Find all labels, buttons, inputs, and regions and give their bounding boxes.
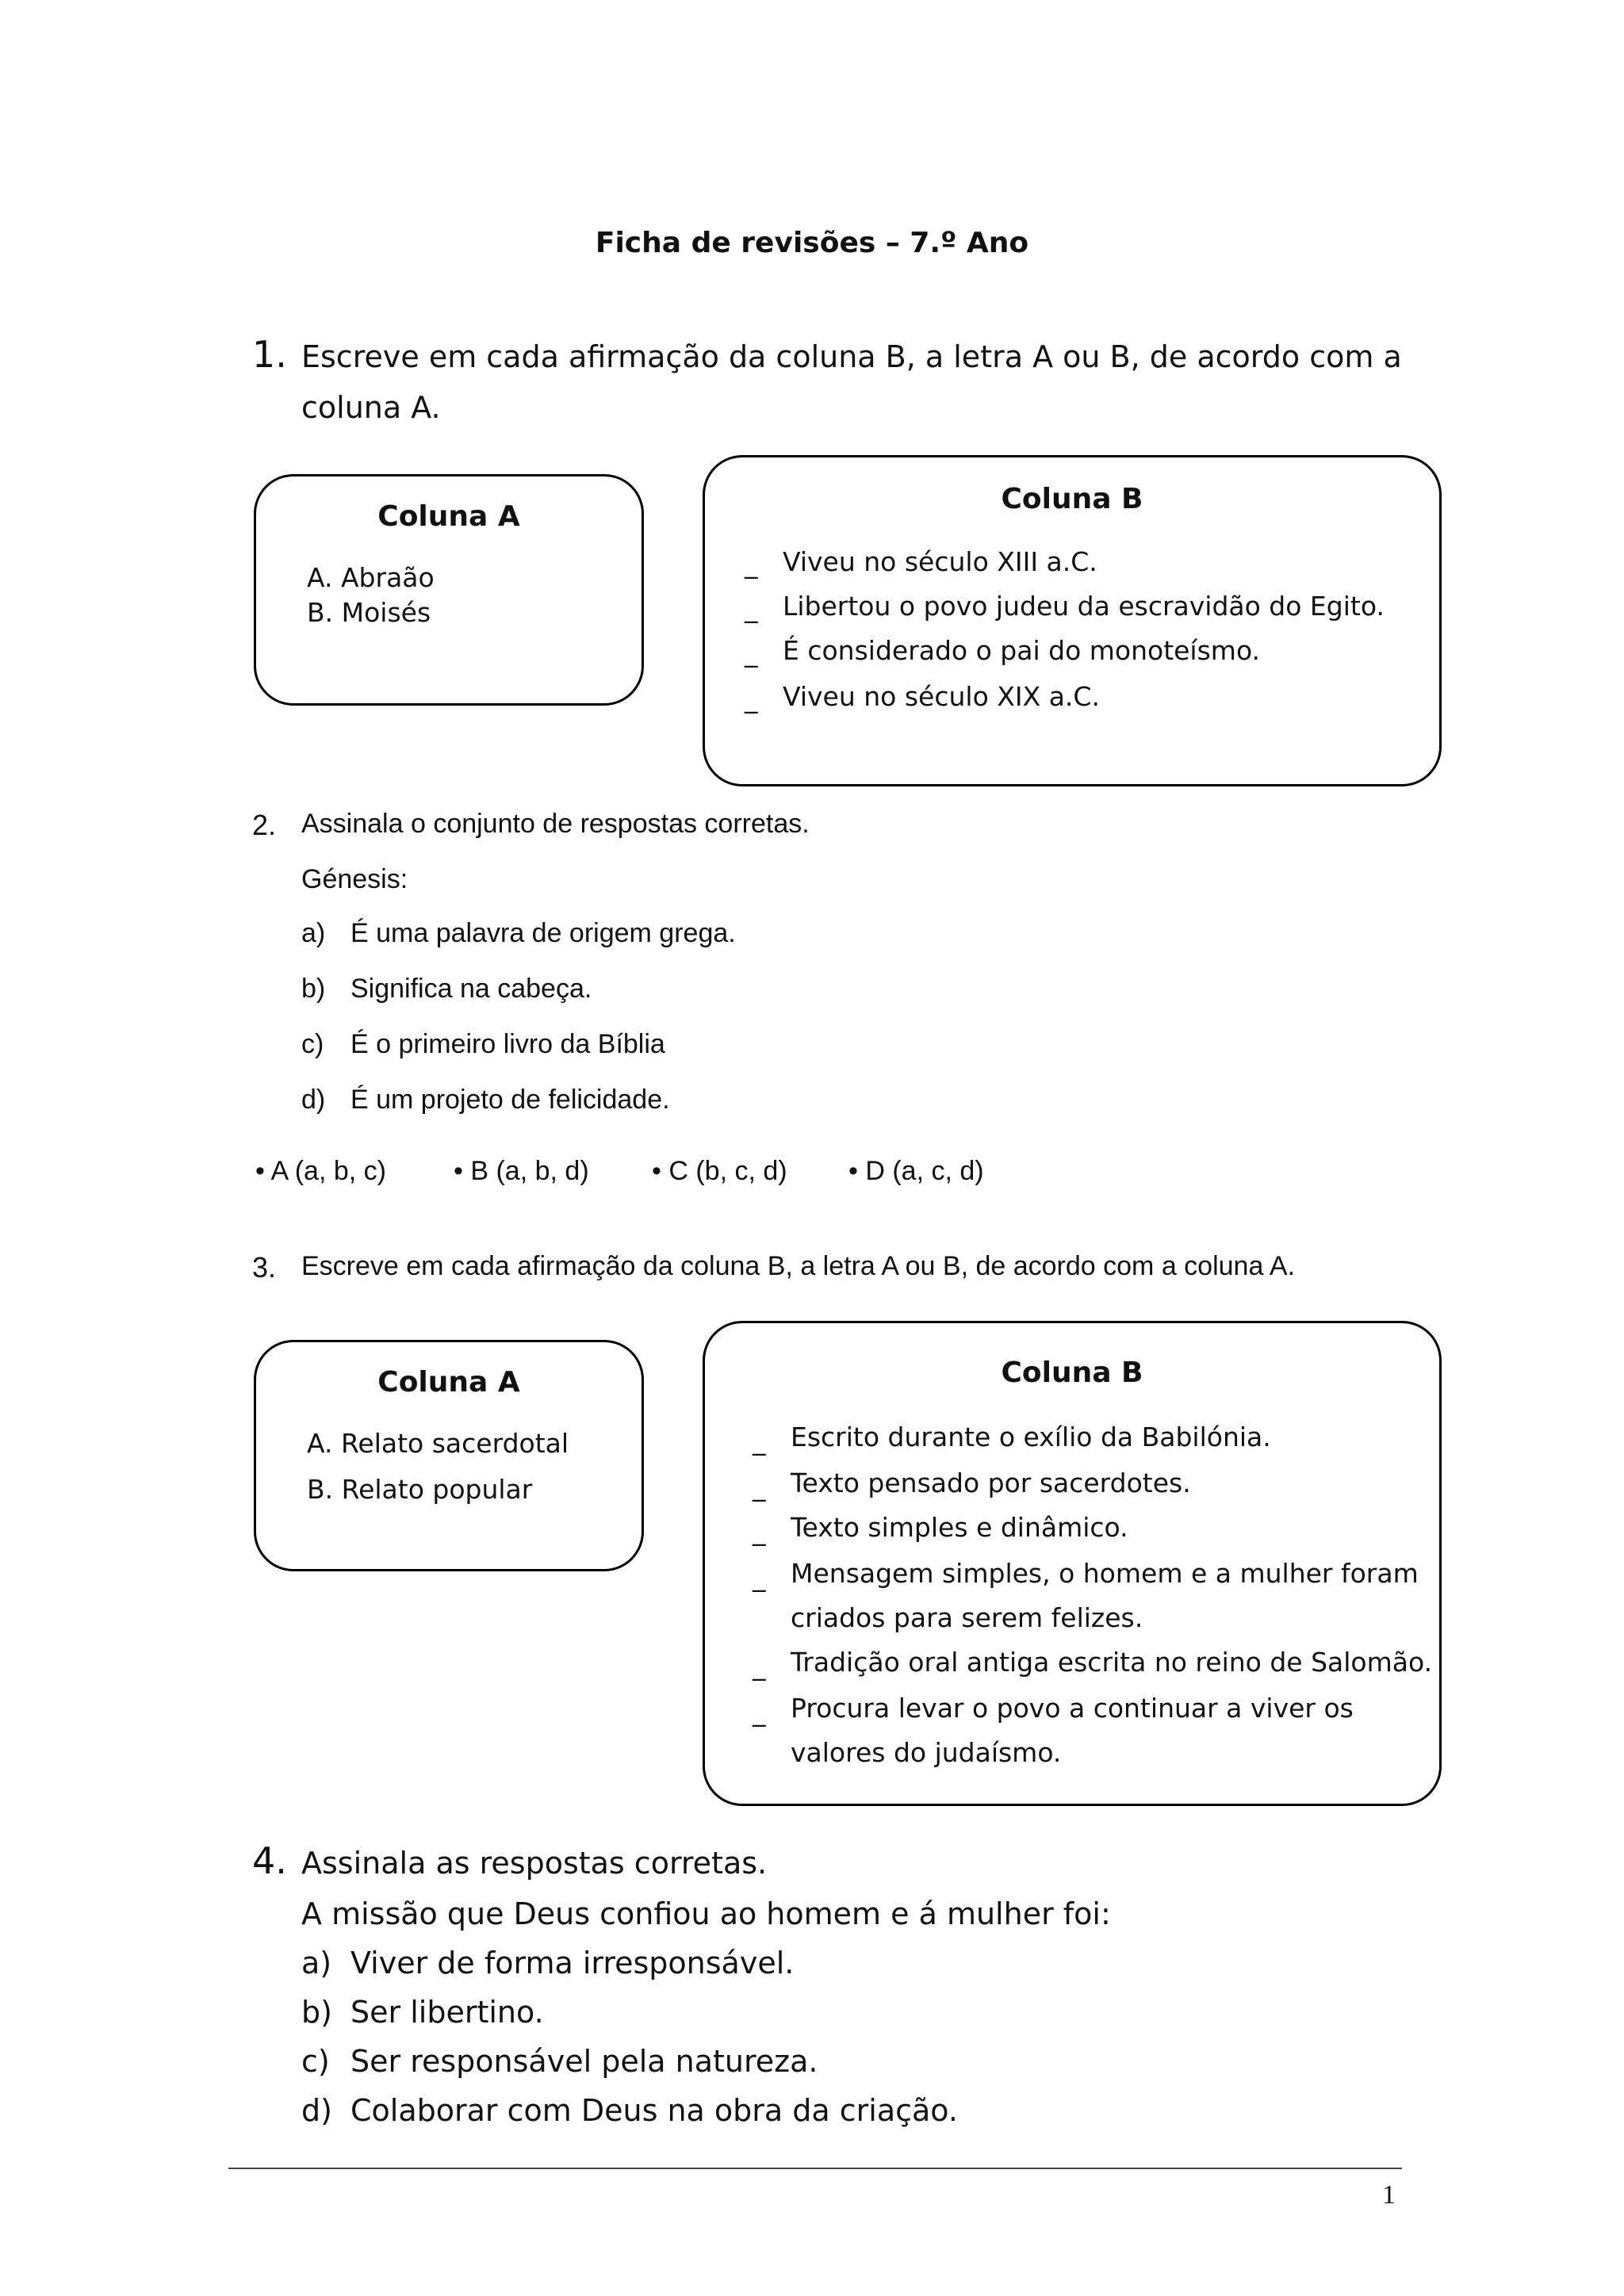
option-letter: c) <box>301 2044 330 2079</box>
q3-column-b-item: valores do judaísmo. <box>791 1737 1062 1768</box>
option-text: Ser responsável pela natureza. <box>350 2044 818 2079</box>
q1-column-b-item: Libertou o povo judeu da escravidão do Egito. <box>783 591 1385 622</box>
option-letter: d) <box>301 2093 332 2128</box>
question-3-number: 3. <box>252 1251 277 1284</box>
q3-column-b-item: criados para serem felizes. <box>791 1602 1143 1633</box>
bullet-icon: • <box>454 1156 471 1186</box>
q3-column-b-item: Texto simples e dinâmico. <box>791 1512 1128 1543</box>
choice-c[interactable] <box>652 1156 787 1187</box>
statement-text: É o primeiro livro da Bíblia <box>350 1029 665 1059</box>
q3-column-a-item: A. Relato sacerdotal <box>307 1428 569 1459</box>
answer-blank[interactable]: _ <box>753 1425 766 1456</box>
question-4-subject: A missão que Deus confiou ao homem e á mulher foi: <box>301 1896 1111 1931</box>
answer-blank[interactable]: _ <box>753 1561 766 1592</box>
q3-column-b-item: Mensagem simples, o homem e a mulher foram <box>791 1558 1419 1589</box>
choice-label: D (a, c, d) <box>865 1156 984 1186</box>
q1-column-a-item: B. Moisés <box>307 597 431 628</box>
answer-blank[interactable]: _ <box>745 637 758 668</box>
q1-column-b-box <box>703 455 1442 786</box>
bullet-icon: • <box>255 1156 271 1186</box>
q3-column-a-title: Coluna A <box>377 1366 520 1399</box>
choice-label: B (a, b, d) <box>470 1156 589 1186</box>
question-2-number: 2. <box>252 809 277 841</box>
question-2-subject: Génesis: <box>301 864 408 894</box>
statement-text: É uma palavra de origem grega. <box>350 918 736 948</box>
q3-column-b-box <box>703 1321 1442 1806</box>
question-4-number: 4. <box>252 1839 287 1882</box>
bullet-icon: • <box>652 1156 669 1186</box>
answer-blank[interactable]: _ <box>745 548 758 579</box>
q1-column-b-item: Viveu no século XIX a.C. <box>783 681 1100 712</box>
q3-column-b-item: Escrito durante o exílio da Babilónia. <box>791 1422 1271 1452</box>
option-letter: a) <box>301 1946 332 1980</box>
statement-text: Significa na cabeça. <box>350 974 592 1004</box>
statement-letter: b) <box>301 974 326 1004</box>
q1-column-a-item: A. Abraão <box>307 562 435 593</box>
answer-blank[interactable]: _ <box>753 1696 766 1727</box>
option-letter: b) <box>301 1995 332 2030</box>
option-text: Ser libertino. <box>350 1995 544 2030</box>
answer-blank[interactable]: _ <box>745 592 758 623</box>
statement-text: É um projeto de felicidade. <box>350 1085 670 1115</box>
question-3-text: Escreve em cada afirmação da coluna B, a letra A ou B, de acordo com a coluna A. <box>301 1251 1296 1281</box>
choice-label: A (a, b, c) <box>270 1156 386 1186</box>
q3-column-b-item: Texto pensado por sacerdotes. <box>791 1468 1191 1498</box>
question-1-text-line2: coluna A. <box>301 390 441 425</box>
choice-a[interactable] <box>255 1156 386 1187</box>
answer-blank[interactable]: _ <box>753 1471 766 1502</box>
statement-letter: c) <box>301 1029 324 1059</box>
answer-blank[interactable]: _ <box>753 1515 766 1546</box>
question-4-text: Assinala as respostas corretas. <box>301 1846 768 1881</box>
q3-column-a-item: B. Relato popular <box>307 1474 533 1505</box>
answer-blank[interactable]: _ <box>745 683 758 714</box>
q1-column-b-title: Coluna B <box>1001 483 1143 515</box>
q1-column-a-title: Coluna A <box>377 500 520 533</box>
answer-blank[interactable]: _ <box>753 1650 766 1681</box>
q1-column-a-box <box>254 474 644 706</box>
bullet-icon: • <box>848 1156 866 1186</box>
question-1-text-line1: Escreve em cada afirmação da coluna B, a letra A ou B, de acordo com a <box>301 339 1402 374</box>
statement-letter: a) <box>301 918 326 948</box>
q1-column-b-item: É considerado o pai do monoteísmo. <box>783 635 1261 666</box>
option-text: Viver de forma irresponsável. <box>350 1946 795 1980</box>
q3-column-a-box <box>254 1340 644 1571</box>
question-2-text: Assinala o conjunto de respostas corretas. <box>301 809 810 839</box>
question-1-number: 1. <box>252 333 287 376</box>
choice-label: C (b, c, d) <box>668 1156 787 1186</box>
page-number: 1 <box>1382 2180 1396 2210</box>
option-text: Colaborar com Deus na obra da criação. <box>350 2093 958 2128</box>
choice-b[interactable] <box>454 1156 589 1187</box>
q3-column-b-item: Procura levar o povo a continuar a viver os <box>791 1693 1354 1724</box>
statement-letter: d) <box>301 1085 326 1115</box>
q3-column-b-item: Tradição oral antiga escrita no reino de Salomão. <box>791 1647 1433 1678</box>
q1-column-b-item: Viveu no século XIII a.C. <box>783 546 1097 577</box>
page-title: Ficha de revisões – 7.º Ano <box>595 227 1029 259</box>
footer-divider <box>228 2168 1402 2169</box>
choice-d[interactable] <box>848 1156 984 1187</box>
q3-column-b-title: Coluna B <box>1001 1357 1143 1389</box>
